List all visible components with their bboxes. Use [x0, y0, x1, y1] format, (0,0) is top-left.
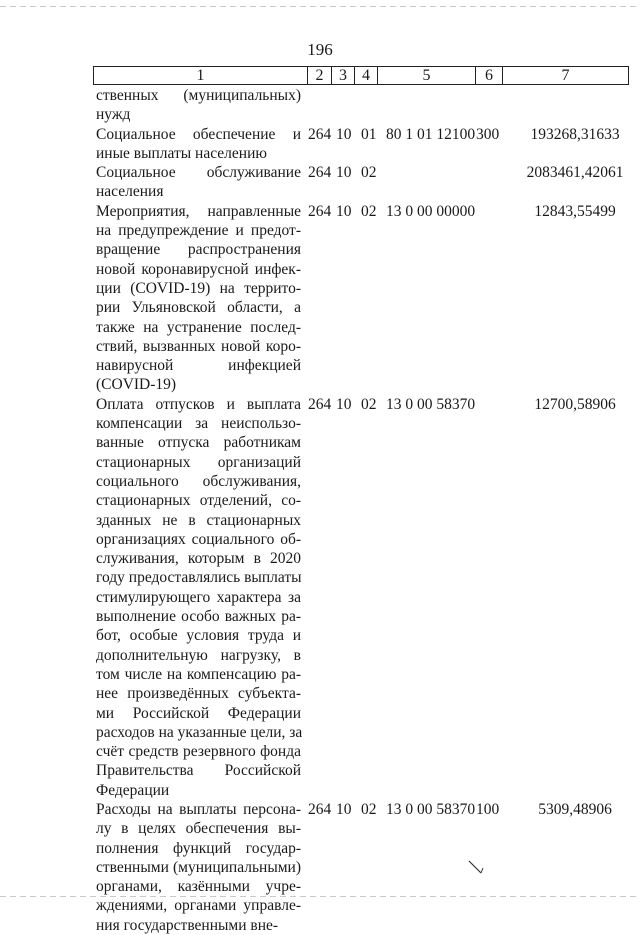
description-line: ственных (муниципальных) — [96, 87, 301, 104]
cell-subsection: 01 — [361, 125, 377, 143]
cell-subsection: 02 — [361, 800, 377, 818]
cell-amount: 12843,55499 — [534, 202, 616, 220]
column-header-1: 1 — [94, 67, 308, 85]
description-line: полнения функций государ- — [96, 839, 301, 857]
description-line: иные выплаты населению — [96, 144, 267, 162]
column-header-3: 3 — [332, 67, 355, 85]
description-line: ственными (муниципальными) — [96, 858, 301, 876]
description-line: Оплата отпусков и выплата — [96, 395, 301, 413]
description-line: ствий, вызванных новой коро- — [96, 337, 301, 355]
description-line: Федерации — [96, 781, 170, 799]
cell-subsection: 02 — [361, 202, 377, 220]
description-line: ции (COVID-19) на террито- — [96, 279, 301, 297]
description-line: стимулирующего характера за — [96, 588, 301, 606]
description-line: новой коронавирусной инфек- — [96, 260, 301, 278]
column-header-table — [93, 66, 629, 85]
scan-artifact-bottom — [0, 896, 640, 897]
page-number: 196 — [307, 40, 333, 59]
description-line: компенсации за неиспользо- — [96, 415, 301, 433]
cell-subsection: 02 — [361, 395, 377, 413]
description-line: нее произведённых субъекта- — [96, 685, 301, 703]
description-line: зданных не в стационарных — [96, 511, 301, 529]
description-line: социального обслуживания, — [96, 472, 301, 490]
description-line: органами, казёнными учре- — [96, 878, 301, 896]
cell-section: 10 — [336, 395, 352, 413]
description-line: выполнение особо важных ра- — [96, 608, 301, 626]
description-line: расходов на указанные цели, за — [96, 723, 303, 741]
cell-amount: 193268,31633 — [530, 125, 620, 143]
cell-chapter-code: 264 — [308, 125, 332, 143]
cell-section: 10 — [336, 125, 352, 143]
cell-chapter-code: 264 — [308, 800, 332, 818]
cell-section: 10 — [336, 202, 352, 220]
cell-target-article: 13 0 00 00000 — [386, 202, 476, 220]
column-header-5: 5 — [378, 67, 476, 85]
cell-amount: 12700,58906 — [534, 395, 616, 413]
description-line: Мероприятия, направленные — [96, 202, 301, 220]
description-line: стационарных организаций — [96, 453, 301, 471]
description-line: Правительства Российской — [96, 762, 301, 780]
description-line: ванные отпуска работникам — [96, 434, 301, 452]
description-line: на предупреждение и предот- — [96, 222, 301, 240]
row-description — [96, 163, 301, 202]
description-line: служивания, которым в 2020 — [96, 550, 301, 568]
description-line: нужд — [96, 106, 131, 124]
column-header-2: 2 — [308, 67, 332, 85]
description-line: Социальное обслуживание — [96, 164, 301, 182]
budget-rows — [96, 86, 630, 935]
table-row — [96, 125, 630, 164]
row-description — [96, 800, 301, 935]
description-line: лу в целях обеспечения вы- — [96, 820, 301, 838]
description-line: дополнительную нагрузку, в — [96, 646, 301, 664]
pen-mark-icon — [467, 858, 485, 876]
column-header-row — [94, 67, 629, 85]
description-line: ждениями, органами управле- — [96, 897, 301, 915]
description-line: также на устранение послед- — [96, 318, 301, 336]
description-line: ния государственными вне- — [96, 916, 279, 934]
description-line: рии Ульяновской области, а — [96, 299, 301, 317]
table-row — [96, 395, 630, 800]
cell-chapter-code: 264 — [308, 202, 332, 220]
description-line: бот, особые условия труда и — [96, 627, 301, 645]
description-line: организациях социального об- — [96, 530, 301, 548]
cell-chapter-code: 264 — [308, 395, 332, 413]
description-line: Социальное обеспечение и — [96, 125, 301, 143]
table-row — [96, 202, 630, 395]
description-line: населения — [96, 183, 164, 201]
table-row — [96, 86, 630, 125]
scan-artifact-top — [0, 6, 640, 7]
row-description — [96, 202, 301, 395]
cell-expense-type: 300 — [476, 125, 500, 143]
cell-chapter-code: 264 — [308, 164, 332, 182]
column-header-6: 6 — [476, 67, 503, 85]
cell-target-article: 13 0 00 58370 — [386, 395, 476, 413]
row-description — [96, 125, 301, 164]
cell-target-article: 13 0 00 58370 — [386, 800, 476, 818]
column-header-4: 4 — [355, 67, 378, 85]
cell-section: 10 — [336, 164, 352, 182]
cell-subsection: 02 — [361, 164, 377, 182]
description-line: том числе на компенсацию ра- — [96, 665, 301, 683]
description-line: навирусной инфекцией — [96, 357, 301, 375]
description-line: ми Российской Федерации — [96, 704, 301, 722]
description-line: вращение распространения — [96, 241, 301, 259]
row-description — [96, 86, 301, 125]
cell-section: 10 — [336, 800, 352, 818]
description-line: Расходы на выплаты персона- — [96, 800, 301, 818]
description-line: (COVID-19) — [96, 376, 177, 394]
row-description — [96, 395, 301, 800]
cell-target-article: 80 1 01 12100 — [386, 125, 476, 143]
table-row — [96, 800, 630, 935]
cell-amount: 2083461,42061 — [526, 164, 624, 182]
column-header-7: 7 — [503, 67, 629, 85]
cell-amount: 5309,48906 — [538, 800, 612, 818]
table-row — [96, 163, 630, 202]
cell-expense-type: 100 — [476, 800, 500, 818]
description-line: году предоставлялись выплаты — [96, 569, 302, 587]
description-line: стационарных отделений, со- — [96, 492, 301, 510]
description-line: счёт средств резервного фонда — [96, 743, 301, 761]
